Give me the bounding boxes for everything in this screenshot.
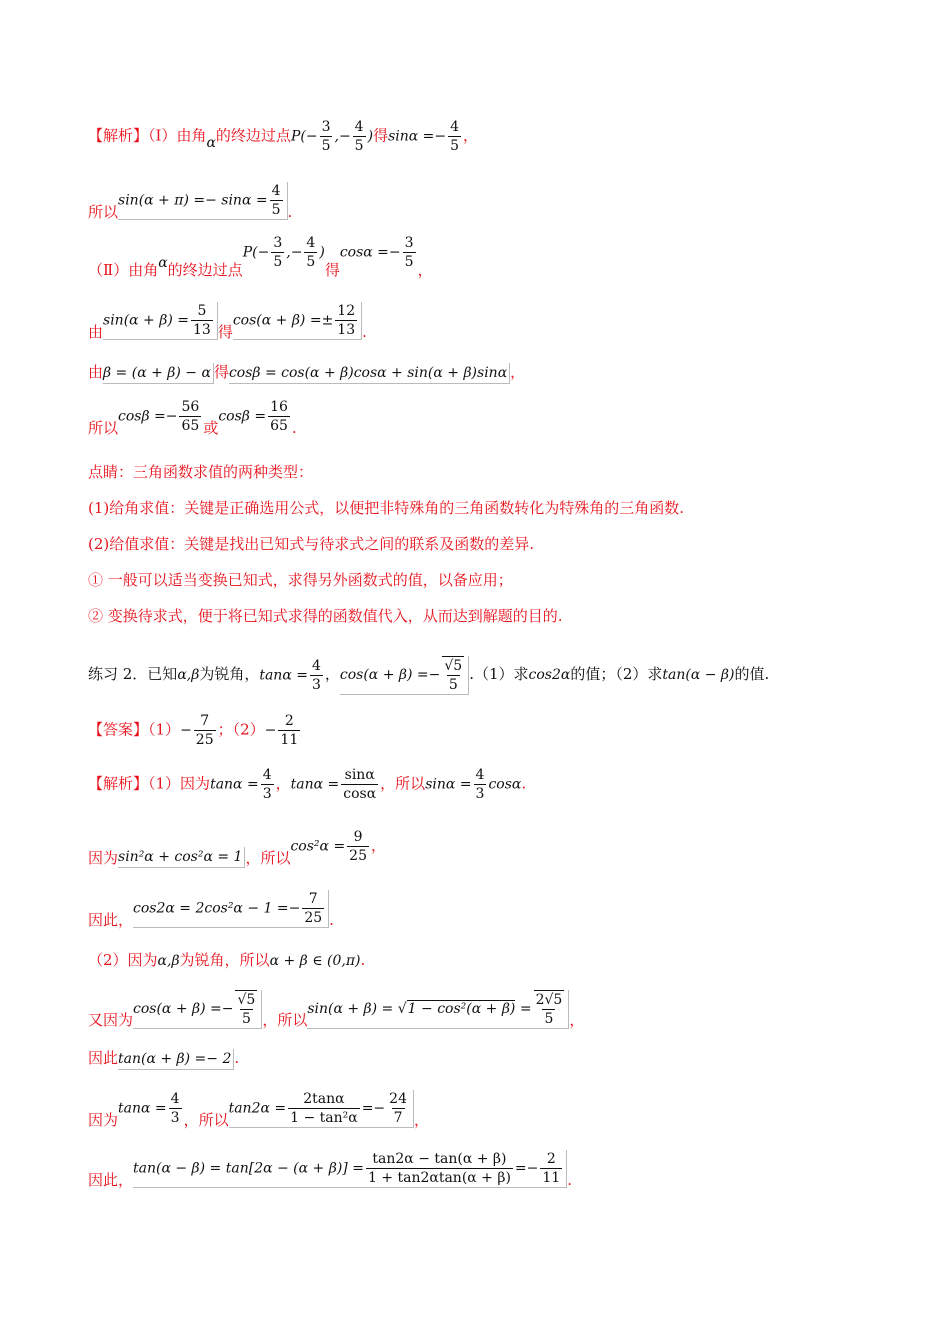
sin-sum-eq: sin(α + β) = $\frac{5}{13}$ (103, 302, 218, 340)
point-p: P(− $\frac{3}{5}$ ,− $\frac{4}{5}$ ) (290, 119, 374, 154)
ex2-solution-line-7: 因为tanα = $\frac{4}{3}$ ，所以tan2α = $\frac{2\tan\alpha}{\text{1 − tan²α}}$ =− $\frac{24}{7}$ ， (88, 1091, 430, 1129)
ex2-solution-line-5: 又因为cos(α + β) =− $\frac{√5}{5}$ ，所以sin(α + β) = √1 − cos²(α + β) = $\frac{2√5}{5}$ ， (88, 992, 585, 1029)
ex2-solution-line-1: 【解析】（1）因为tanα = $\frac{4}{3}$ ，tanα = $\frac{\sin\alpha}{\cos\alpha}$ ，所以sinα = $\frac{4}{3}$ cosα. (88, 767, 527, 802)
note-item-4: ② 变换待求式，便于将已知式求得的函数值代入，从而达到解题的目的. (88, 607, 563, 625)
cos-beta-expand-eq: cosβ = cos(α + β)cosα + sin(α + β)sinα (229, 363, 510, 384)
ex2-solution-line-8: 因此，tan(α − β) = tan[2α − (α + β)] = $\frac{\tan 2\alpha - \tan(\alpha + \beta)}{1 + \tan 2\alpha\tan(\alpha + \beta)}$ =− $\frac{2}{11}$ . (88, 1151, 572, 1189)
note-item-1: (1)给角求值：关键是正确选用公式，以便把非特殊角的三角函数转化为特殊角的三角函数. (88, 499, 685, 517)
solution-line-5: 由β = (α + β) − α 得cosβ = cos(α + β)cosα + sin(α + β)sinα ， (88, 362, 525, 384)
ex2-solution-line-4: （2）因为α,β为锐角，所以α + β ∈ (0,π). (88, 951, 366, 969)
tan-alpha-given: tanα = $\frac{4}{3}$ (259, 657, 321, 693)
solution-part2: （Ⅱ）由角α的终边过点P(− $\frac{3}{5}$ ,− $\frac{4}{5}$ )得cosα =− $\frac{3}{5}$ ， (88, 235, 433, 279)
solution-line-6: 所以cosβ =− $\frac{56}{65}$ 或cosβ = $\frac{16}{65}$ . (88, 399, 297, 437)
cos-sum-eq: cos(α + β) =± $\frac{12}{13}$ (233, 302, 362, 340)
solution-line-2: 所以sin(α + π) =− sinα = $\frac{4}{5}$ . (88, 183, 293, 221)
note-item-3: ① 一般可以适当变换已知式，求得另外函数式的值，以备应用； (88, 571, 513, 589)
note-title: 点睛：三角函数求值的两种类型： (88, 463, 314, 481)
cos-sum-given: cos(α + β) =− $\frac{√5}{5}$ (340, 656, 469, 695)
answer-1: − $\frac{7}{25}$ (180, 713, 214, 748)
cos-beta-value-2: cosβ = $\frac{16}{65}$ (218, 399, 288, 434)
ex2-solution-line-2: 因为sin²α + cos²α = 1 ，所以cos²α = $\frac{9}{25}$ ， (88, 829, 387, 867)
ex2-solution-line-6: 因此tan(α + β) =− 2 . (88, 1048, 239, 1070)
note-item-2: (2)给值求值：关键是找出已知式与待求式之间的联系及函数的差异. (88, 535, 535, 553)
sin-alpha-eq: sinα =− $\frac{4}{5}$ (388, 119, 460, 154)
analysis-bracket: 【解析】 (88, 126, 149, 145)
answer-bracket: 【答案】 (88, 720, 149, 739)
cos-alpha-eq: cosα =− $\frac{3}{5}$ (339, 235, 414, 270)
solution-part1: 【解析】（Ⅰ）由角α的终边过点P(− $\frac{3}{5}$ ,− $\frac{4}{5}$ )得sinα =− $\frac{4}{5}$ ， (88, 119, 479, 154)
answer: 【答案】（1）− $\frac{7}{25}$ ；（2）− $\frac{2}{11}$ (88, 712, 302, 749)
solution-line-4: 由sin(α + β) = $\frac{5}{13}$ 得cos(α + β) =± $\frac{12}{13}$ . (88, 303, 367, 341)
ex2-solution-line-3: 因此，cos2α = 2cos²α − 1 =− $\frac{7}{25}$ . (88, 891, 334, 929)
answer-2: − $\frac{2}{11}$ (264, 713, 299, 748)
beta-decomp-eq: β = (α + β) − α (103, 363, 214, 384)
cos-beta-value-1: cosβ =− $\frac{56}{65}$ (118, 399, 200, 434)
point-p-2: P(− $\frac{3}{5}$ ,− $\frac{4}{5}$ ) (242, 235, 325, 270)
sin-alpha-pi-eq: sin(α + π) =− sinα = $\frac{4}{5}$ (118, 182, 288, 220)
exercise-2: 练习 2．已知α,β为锐角，tanα = $\frac{4}{3}$ ，cos(α + β) =− $\frac{√5}{5}$ .（1）求cos2α的值；（2）求tan(α − β)的值. (88, 657, 770, 693)
